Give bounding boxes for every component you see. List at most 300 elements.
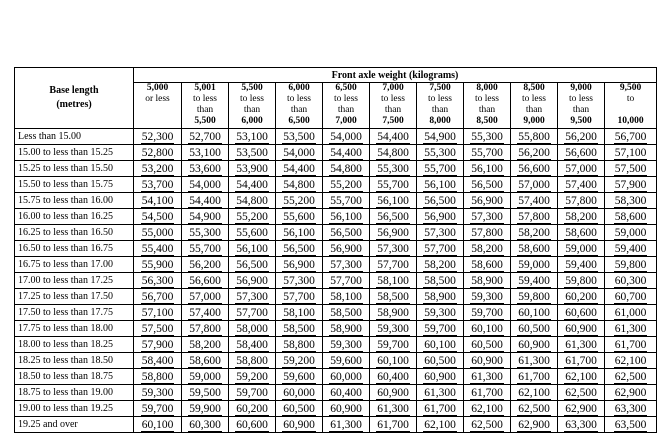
- weight-cell: [558, 161, 605, 177]
- weight-value: 58,800: [236, 354, 268, 367]
- table-row: [15, 353, 657, 369]
- weight-value: 60,700: [614, 290, 647, 303]
- weight-value: 57,300: [283, 274, 315, 287]
- weight-cell: [229, 321, 276, 337]
- weight-value: 59,600: [283, 370, 315, 383]
- weight-value: 61,300: [518, 354, 550, 367]
- weight-column-header: [558, 83, 605, 129]
- weight-cell: [558, 193, 605, 209]
- weight-value: 59,300: [330, 338, 362, 351]
- weight-cell: [605, 161, 657, 177]
- weight-cell: [605, 193, 657, 209]
- weight-cell: [370, 385, 417, 401]
- weight-column-header: [511, 83, 558, 129]
- base-length-label: 16.25 to less than 16.50: [15, 225, 134, 241]
- weight-cell: [276, 129, 323, 145]
- table-row: [15, 385, 657, 401]
- weight-value: 57,800: [565, 194, 597, 207]
- column-header-line: to less: [239, 94, 264, 104]
- weight-value: 53,100: [189, 146, 221, 159]
- weight-value: 56,500: [424, 194, 456, 207]
- base-length-label: 19.25 and over: [15, 417, 134, 433]
- weight-value: 57,700: [424, 242, 456, 255]
- weight-value: 55,300: [424, 146, 456, 159]
- weight-value: 55,300: [189, 226, 221, 239]
- weight-cell: [323, 273, 370, 289]
- weight-cell: [605, 225, 657, 241]
- weight-cell: [558, 305, 605, 321]
- weight-cell: [417, 177, 464, 193]
- table-row: [15, 337, 657, 353]
- weight-cell: [276, 225, 323, 241]
- weight-cell: [134, 337, 182, 353]
- weight-value: 59,300: [141, 386, 174, 399]
- weight-table: [14, 67, 657, 433]
- column-header-line: 8,500: [523, 83, 545, 93]
- weight-cell: [276, 289, 323, 305]
- weight-value: 58,400: [236, 338, 268, 351]
- weight-value: 62,900: [614, 386, 647, 399]
- weight-value: 56,100: [377, 194, 409, 207]
- weight-cell: [605, 369, 657, 385]
- weight-cell: [558, 257, 605, 273]
- weight-cell: [417, 337, 464, 353]
- weight-value: 54,800: [377, 146, 409, 159]
- column-header-line: to less: [286, 94, 311, 104]
- weight-value: 60,900: [565, 322, 597, 335]
- weight-cell: [417, 273, 464, 289]
- weight-cell: [182, 129, 229, 145]
- weight-value: 60,000: [330, 370, 362, 383]
- weight-cell: [558, 385, 605, 401]
- weight-cell: [417, 321, 464, 337]
- weight-value: 57,400: [189, 306, 221, 319]
- weight-value: 55,700: [189, 242, 221, 255]
- weight-value: 62,900: [565, 402, 597, 415]
- weight-value: 59,000: [189, 370, 221, 383]
- column-header-line: 7,500: [429, 83, 451, 93]
- weight-value: 55,000: [141, 226, 174, 239]
- base-length-label: 17.75 to less than 18.00: [15, 321, 134, 337]
- weight-value: 60,900: [518, 338, 550, 351]
- weight-value: 56,200: [518, 146, 550, 159]
- weight-value: 56,100: [283, 226, 315, 239]
- weight-value: 58,500: [377, 290, 409, 303]
- weight-cell: [464, 145, 511, 161]
- weight-value: 59,700: [236, 386, 268, 399]
- weight-cell: [511, 225, 558, 241]
- weight-value: 54,800: [236, 194, 268, 207]
- weight-value: 55,200: [330, 178, 362, 191]
- weight-cell: [370, 241, 417, 257]
- column-header-line: 8,000: [476, 83, 498, 93]
- weight-cell: [511, 257, 558, 273]
- weight-cell: [511, 289, 558, 305]
- weight-value: 62,100: [518, 386, 550, 399]
- table-row: [15, 209, 657, 225]
- weight-value: 54,900: [424, 130, 456, 143]
- weight-cell: [323, 241, 370, 257]
- base-length-label: 18.25 to less than 18.50: [15, 353, 134, 369]
- weight-cell: [558, 209, 605, 225]
- weight-cell: [511, 369, 558, 385]
- weight-value: 60,900: [283, 418, 315, 431]
- weight-value: 56,900: [330, 242, 362, 255]
- weight-value: 57,400: [565, 178, 597, 191]
- weight-value: 60,500: [283, 402, 315, 415]
- weight-column-header: [605, 83, 657, 129]
- column-header-line: to less: [333, 94, 358, 104]
- weight-value: 62,100: [471, 402, 503, 415]
- column-header-line: than: [196, 105, 214, 115]
- weight-cell: [370, 161, 417, 177]
- weight-value: 60,000: [283, 386, 315, 399]
- weight-value: 56,500: [236, 258, 268, 271]
- weight-value: 58,600: [614, 210, 647, 223]
- weight-cell: [370, 369, 417, 385]
- weight-column-header: [370, 83, 417, 129]
- weight-cell: [182, 161, 229, 177]
- column-header-line: than: [431, 105, 449, 115]
- weight-value: 58,200: [471, 242, 503, 255]
- weight-value: 57,300: [236, 290, 268, 303]
- base-length-label: 16.00 to less than 16.25: [15, 209, 134, 225]
- weight-cell: [370, 209, 417, 225]
- weight-cell: [605, 209, 657, 225]
- table-row: [15, 417, 657, 433]
- weight-cell: [182, 321, 229, 337]
- table-row: [15, 193, 657, 209]
- weight-value: 61,700: [471, 386, 503, 399]
- weight-value: 54,800: [283, 178, 315, 191]
- weight-value: 53,500: [236, 146, 268, 159]
- weight-value: 62,500: [565, 386, 597, 399]
- weight-cell: [134, 129, 182, 145]
- weight-cell: [511, 193, 558, 209]
- weight-value: 60,500: [471, 338, 503, 351]
- weight-cell: [276, 321, 323, 337]
- weight-cell: [229, 369, 276, 385]
- weight-cell: [370, 337, 417, 353]
- weight-cell: [511, 337, 558, 353]
- weight-value: 55,700: [471, 146, 503, 159]
- weight-value: 60,300: [614, 274, 647, 287]
- table-row: [15, 321, 657, 337]
- weight-cell: [464, 161, 511, 177]
- weight-value: 58,300: [614, 194, 647, 207]
- table-row: [15, 305, 657, 321]
- weight-value: 60,500: [424, 354, 456, 367]
- weight-cell: [229, 289, 276, 305]
- weight-value: 53,200: [141, 162, 174, 175]
- weight-cell: [276, 417, 323, 433]
- weight-value: 56,700: [614, 130, 647, 143]
- weight-cell: [134, 369, 182, 385]
- weight-value: 59,900: [189, 402, 221, 415]
- weight-cell: [417, 193, 464, 209]
- weight-cell: [511, 145, 558, 161]
- weight-value: 55,800: [518, 130, 550, 143]
- weight-value: 58,900: [471, 274, 503, 287]
- weight-value: 58,200: [424, 258, 456, 271]
- weight-value: 52,300: [141, 130, 174, 143]
- weight-value: 59,800: [614, 258, 647, 271]
- column-header-line: than: [478, 105, 496, 115]
- weight-cell: [276, 209, 323, 225]
- table-row: [15, 145, 657, 161]
- weight-cell: [464, 241, 511, 257]
- weight-cell: [134, 273, 182, 289]
- weight-cell: [182, 385, 229, 401]
- weight-column-header: [182, 83, 229, 129]
- table-row: [15, 257, 657, 273]
- weight-cell: [229, 193, 276, 209]
- weight-cell: [558, 273, 605, 289]
- weight-cell: [323, 225, 370, 241]
- weight-cell: [464, 273, 511, 289]
- weight-value: 58,500: [330, 306, 362, 319]
- weight-cell: [605, 321, 657, 337]
- weight-cell: [229, 177, 276, 193]
- weight-value: 58,500: [283, 322, 315, 335]
- weight-cell: [464, 129, 511, 145]
- weight-cell: [605, 257, 657, 273]
- weight-value: 62,900: [518, 418, 550, 431]
- weight-cell: [370, 257, 417, 273]
- weight-cell: [464, 417, 511, 433]
- weight-cell: [417, 401, 464, 417]
- column-header-line: 7,500: [382, 116, 404, 126]
- weight-value: 60,100: [377, 354, 409, 367]
- weight-value: 59,200: [236, 370, 268, 383]
- weight-value: 55,700: [377, 178, 409, 191]
- weight-value: 58,000: [236, 322, 268, 335]
- weight-value: 60,100: [518, 306, 550, 319]
- weight-value: 54,400: [377, 130, 409, 143]
- weight-value: 56,900: [236, 274, 268, 287]
- weight-cell: [134, 385, 182, 401]
- weight-cell: [323, 145, 370, 161]
- column-header-line: than: [572, 105, 590, 115]
- weight-value: 61,300: [565, 338, 597, 351]
- table-row: [15, 273, 657, 289]
- column-header-line: 9,000: [523, 116, 545, 126]
- weight-value: 61,300: [377, 402, 409, 415]
- base-length-label: 18.75 to less than 19.00: [15, 385, 134, 401]
- weight-value: 55,600: [283, 210, 315, 223]
- weight-cell: [605, 145, 657, 161]
- base-length-label: Less than 15.00: [15, 129, 134, 145]
- weight-cell: [558, 225, 605, 241]
- weight-cell: [134, 257, 182, 273]
- weight-value: 60,900: [330, 402, 362, 415]
- weight-value: 60,500: [518, 322, 550, 335]
- weight-cell: [134, 241, 182, 257]
- weight-value: 63,500: [614, 418, 647, 431]
- weight-value: 60,400: [330, 386, 362, 399]
- weight-cell: [370, 145, 417, 161]
- weight-cell: [605, 289, 657, 305]
- weight-value: 59,700: [424, 322, 456, 335]
- weight-cell: [182, 305, 229, 321]
- weight-value: 61,300: [424, 386, 456, 399]
- weight-value: 58,800: [141, 370, 174, 383]
- weight-cell: [182, 193, 229, 209]
- weight-cell: [417, 161, 464, 177]
- weight-cell: [558, 337, 605, 353]
- weight-value: 60,900: [471, 354, 503, 367]
- weight-cell: [464, 305, 511, 321]
- column-header-line: 10,000: [617, 116, 644, 126]
- table-row: [15, 225, 657, 241]
- weight-cell: [134, 417, 182, 433]
- weight-cell: [134, 401, 182, 417]
- weight-value: 59,600: [330, 354, 362, 367]
- base-length-header-line2: (metres): [56, 99, 92, 110]
- column-header-line: 9,000: [570, 83, 592, 93]
- table-row: [15, 289, 657, 305]
- weight-value: 54,000: [283, 146, 315, 159]
- weight-cell: [276, 257, 323, 273]
- weight-cell: [464, 353, 511, 369]
- base-length-label: 18.00 to less than 18.25: [15, 337, 134, 353]
- weight-value: 58,900: [377, 306, 409, 319]
- weight-value: 54,400: [236, 178, 268, 191]
- weight-value: 60,600: [565, 306, 597, 319]
- weight-value: 60,100: [424, 338, 456, 351]
- weight-cell: [511, 177, 558, 193]
- weight-value: 55,300: [471, 130, 503, 143]
- weight-value: 56,900: [283, 258, 315, 271]
- weight-value: 55,400: [141, 242, 174, 255]
- weight-cell: [464, 337, 511, 353]
- weight-cell: [229, 401, 276, 417]
- weight-value: 58,100: [330, 290, 362, 303]
- table-row: [15, 129, 657, 145]
- front-axle-weight-header: Front axle weight (kilograms): [134, 68, 657, 83]
- weight-cell: [134, 161, 182, 177]
- column-header-line: 8,000: [429, 116, 451, 126]
- column-header-line: to less: [192, 94, 217, 104]
- weight-value: 59,300: [377, 322, 409, 335]
- column-header-line: than: [337, 105, 355, 115]
- weight-cell: [276, 401, 323, 417]
- weight-value: 54,400: [330, 146, 362, 159]
- weight-value: 57,700: [377, 258, 409, 271]
- weight-value: 56,900: [377, 226, 409, 239]
- column-header-line: to: [626, 94, 635, 104]
- weight-value: 53,900: [236, 162, 268, 175]
- weight-cell: [605, 241, 657, 257]
- base-length-label: 15.25 to less than 15.50: [15, 161, 134, 177]
- weight-value: 57,000: [189, 290, 221, 303]
- weight-cell: [229, 209, 276, 225]
- weight-cell: [182, 225, 229, 241]
- weight-value: 53,100: [236, 130, 268, 143]
- weight-value: 58,200: [518, 226, 550, 239]
- weight-value: 54,400: [189, 194, 221, 207]
- column-header-line: 6,000: [288, 83, 310, 93]
- weight-cell: [370, 417, 417, 433]
- table-row: [15, 177, 657, 193]
- weight-cell: [464, 401, 511, 417]
- column-header-line: than: [243, 105, 261, 115]
- weight-value: 53,700: [141, 178, 174, 191]
- weight-cell: [229, 385, 276, 401]
- weight-cell: [605, 273, 657, 289]
- weight-cell: [182, 209, 229, 225]
- column-header-line: to less: [568, 94, 593, 104]
- weight-value: 57,700: [330, 274, 362, 287]
- weight-value: 57,100: [141, 306, 174, 319]
- weight-cell: [182, 353, 229, 369]
- weight-column-header: [229, 83, 276, 129]
- weight-cell: [417, 145, 464, 161]
- weight-cell: [323, 257, 370, 273]
- weight-cell: [276, 145, 323, 161]
- weight-cell: [511, 305, 558, 321]
- weight-value: 63,300: [565, 418, 597, 431]
- weight-cell: [229, 145, 276, 161]
- column-header-line: than: [290, 105, 308, 115]
- weight-cell: [370, 321, 417, 337]
- weight-value: 57,100: [614, 146, 647, 159]
- weight-cell: [605, 401, 657, 417]
- weight-cell: [276, 385, 323, 401]
- weight-cell: [558, 369, 605, 385]
- base-length-label: 15.75 to less than 16.00: [15, 193, 134, 209]
- weight-cell: [417, 353, 464, 369]
- weight-value: 58,900: [424, 290, 456, 303]
- weight-column-header: [417, 83, 464, 129]
- weight-cell: [605, 353, 657, 369]
- column-header-line: to less: [380, 94, 405, 104]
- weight-value: 54,400: [283, 162, 315, 175]
- weight-cell: [276, 273, 323, 289]
- table-body: [15, 129, 657, 433]
- weight-value: 62,500: [614, 370, 647, 383]
- weight-cell: [464, 385, 511, 401]
- weight-cell: [182, 241, 229, 257]
- weight-value: 58,600: [565, 226, 597, 239]
- weight-cell: [511, 129, 558, 145]
- column-header-line: to less: [474, 94, 499, 104]
- weight-value: 52,700: [189, 130, 221, 143]
- column-header-line: [134, 116, 181, 127]
- weight-cell: [605, 417, 657, 433]
- weight-cell: [229, 161, 276, 177]
- weight-cell: [134, 209, 182, 225]
- weight-cell: [134, 177, 182, 193]
- weight-value: 56,500: [377, 210, 409, 223]
- weight-cell: [417, 241, 464, 257]
- column-header-line: 9,500: [570, 116, 592, 126]
- weight-cell: [229, 353, 276, 369]
- weight-value: 58,200: [189, 338, 221, 351]
- weight-cell: [276, 161, 323, 177]
- weight-value: 58,100: [377, 274, 409, 287]
- weight-value: 53,500: [283, 130, 315, 143]
- weight-value: 57,500: [614, 162, 647, 175]
- weight-cell: [323, 401, 370, 417]
- weight-value: 54,900: [189, 210, 221, 223]
- weight-cell: [182, 177, 229, 193]
- weight-value: 54,800: [330, 162, 362, 175]
- weight-cell: [511, 385, 558, 401]
- column-header-line: 7,000: [382, 83, 404, 93]
- column-header-line: 6,500: [288, 116, 310, 126]
- weight-cell: [276, 193, 323, 209]
